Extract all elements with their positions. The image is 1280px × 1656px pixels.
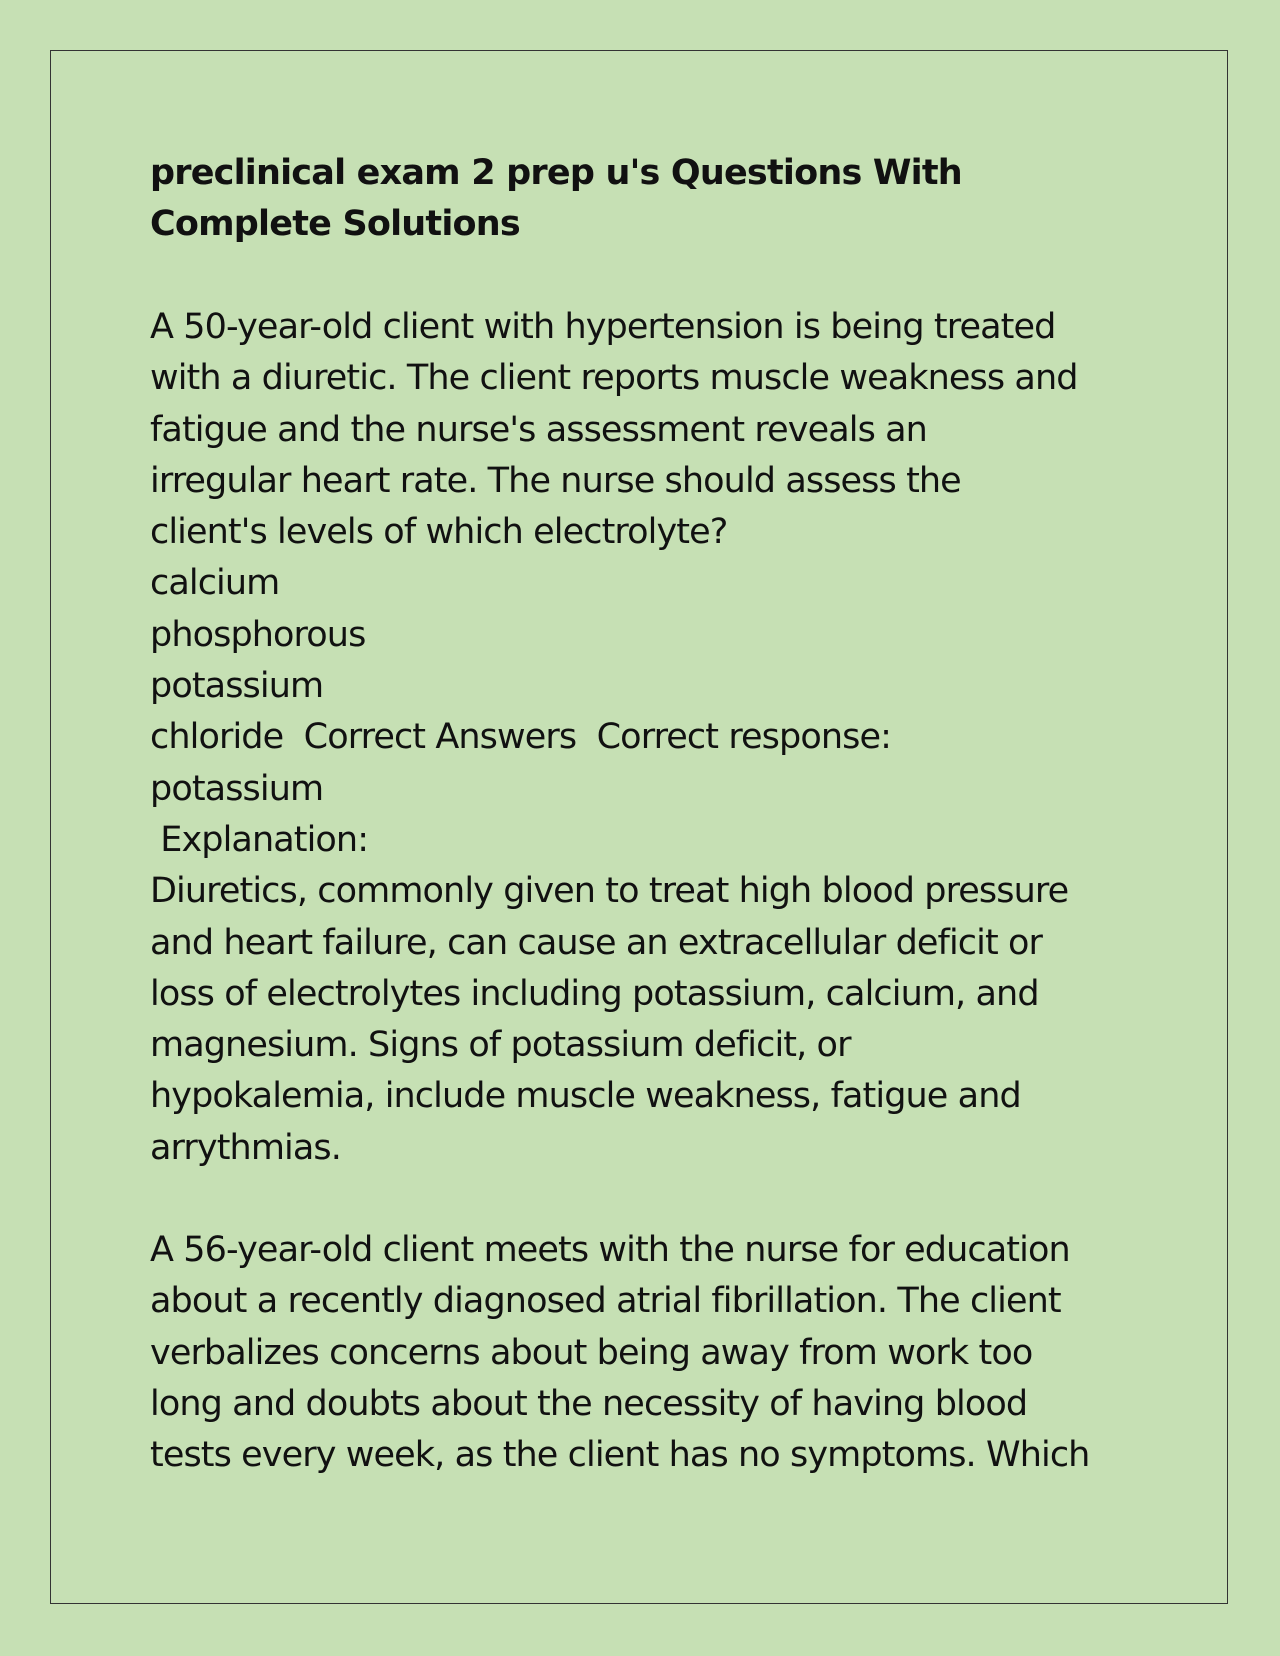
- explanation-label: Explanation:: [150, 819, 369, 860]
- question-text-line: irregular heart rate. The nurse should assess the: [150, 460, 961, 501]
- explanation-line: loss of electrolytes including potassium, calcium, and: [150, 973, 1039, 1014]
- explanation-line: and heart failure, can cause an extracellular deficit or: [150, 922, 1043, 963]
- question-1: [150, 302, 1140, 1174]
- title-line: Complete Solutions: [150, 204, 520, 244]
- explanation-text: [150, 866, 1140, 1174]
- question-text-line: client's levels of which electrolyte?: [150, 512, 728, 553]
- paragraph-spacer: [150, 1174, 1140, 1225]
- explanation-line: Diuretics, commonly given to treat high blood pressure: [150, 871, 1069, 912]
- question-text-line: with a diuretic. The client reports muscle weakness and: [150, 358, 1078, 399]
- question-text-line: fatigue and the nurse's assessment reveals an: [150, 409, 927, 450]
- answer-option: potassium: [150, 666, 324, 707]
- question-text-line: about a recently diagnosed atrial fibrillation. The client: [150, 1281, 1061, 1322]
- answer-option: calcium: [150, 563, 280, 604]
- correct-answer: potassium: [150, 768, 324, 809]
- question-text-line: verbalizes concerns about being away from work too: [150, 1332, 1033, 1373]
- document-title: [150, 148, 1140, 250]
- title-line: preclinical exam 2 prep u's Questions With: [150, 153, 962, 193]
- question-text-line: tests every week, as the client has no symptoms. Which: [150, 1435, 1090, 1476]
- question-1-stem: [150, 302, 1140, 558]
- question-2-stem: [150, 1225, 1140, 1481]
- explanation-line: hypokalemia, include muscle weakness, fatigue and: [150, 1076, 1021, 1117]
- document-body: [150, 148, 1140, 1482]
- answer-option: chloride Correct Answers Correct response:: [150, 717, 891, 758]
- question-1-options: [150, 558, 1140, 763]
- explanation-line: arrythmias.: [150, 1127, 341, 1168]
- question-text-line: A 56-year-old client meets with the nurse for education: [150, 1230, 1070, 1271]
- explanation-line: magnesium. Signs of potassium deficit, or: [150, 1025, 851, 1066]
- question-2: [150, 1225, 1140, 1481]
- question-text-line: A 50-year-old client with hypertension is being treated: [150, 307, 1056, 347]
- answer-option: phosphorous: [150, 614, 366, 655]
- question-text-line: long and doubts about the necessity of having blood: [150, 1383, 1028, 1424]
